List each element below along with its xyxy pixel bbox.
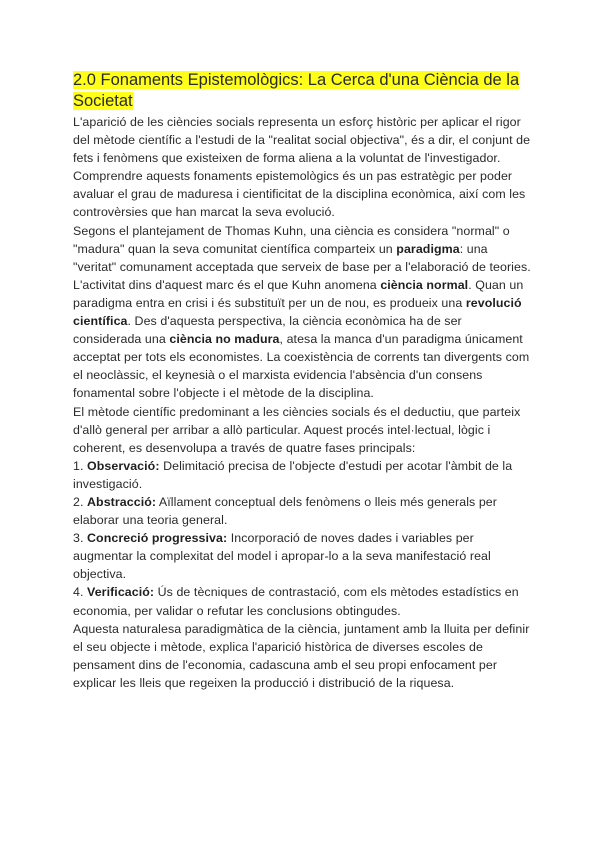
- list-item: [73, 457, 533, 493]
- paragraph-conclusion: Aquesta naturalesa paradigmàtica de la ciència, juntament amb la lluita per definir el seu objecte i mètode, explica l'aparició històrica de diverses escoles de pensament dins de l'economia, cadascuna amb el seu propi enfocament per explicar les lleis que regeixen la producció i distribució de la riquesa.: [73, 621, 530, 690]
- kuhn-text-1: Segons el plantejament de Thomas Kuhn, una ciència es considera "normal" o "madura" quan la seva comunitat científica comparteix un: [73, 223, 510, 256]
- term-ciencia-no-madura: ciència no madura: [169, 332, 280, 347]
- step-number: 4.: [73, 585, 88, 600]
- step-number: 3.: [73, 531, 88, 546]
- step-number: 1.: [73, 458, 88, 473]
- step-text: Incorporació de noves dades i variables per augmentar la complexitat del model i apropar-lo a la seva manifestació real objectiva.: [73, 531, 491, 582]
- list-item: [73, 493, 533, 529]
- document-page: [73, 70, 533, 692]
- list-item: [73, 529, 533, 583]
- step-text: Delimitació precisa de l'objecte d'estudi per acotar l'àmbit de la investigació.: [73, 458, 513, 491]
- list-item: [73, 583, 533, 619]
- kuhn-text-3: . Quan un paradigma entra en crisi i és substituït per un de nou, es produeix una: [73, 277, 524, 310]
- paragraph-kuhn: [73, 222, 533, 403]
- step-label: Verificació:: [87, 585, 155, 600]
- step-text: Aïllament conceptual dels fenòmens o lleis més generals per elaborar una teoria general.: [73, 494, 497, 528]
- term-revolucio-cientifica: revolució científica: [73, 295, 522, 329]
- step-text: Ús de tècniques de contrastació, com els mètodes estadístics en economia, per validar o refutar les conclusions obtingudes.: [73, 585, 519, 618]
- step-label: Concreció progressiva:: [87, 531, 228, 546]
- term-ciencia-normal: ciència normal: [380, 277, 469, 292]
- section-title: [73, 70, 533, 112]
- section-title-text: 2.0 Fonaments Epistemològics: La Cerca d'una Ciència de la Societat: [73, 71, 520, 110]
- step-number: 2.: [73, 494, 88, 509]
- kuhn-text-5: , atesa la manca d'un paradigma únicament acceptat per tots els economistes. La coexistència de corrents tan divergents com el neoclàssic, el keynesià o el marxista evidencia l'absència d'un consens fonamental sobre l'objecte i el mètode de la disciplina.: [73, 332, 530, 401]
- paragraph-method: El mètode científic predominant a les ciències socials és el deductiu, que parteix d'allò general per arribar a allò particular. Aquest procés intel·lectual, lògic i coherent, es desenvolupa a través de quatre fases principals:: [73, 404, 521, 455]
- paragraph-intro: L'aparició de les ciències socials representa un esforç històric per aplicar el rigor del mètode científic a l'estudi de la "realitat social objectiva", és a dir, el conjunt de fets i fenòmens que existeixen de forma aliena a la voluntat de l'investigador. Comprendre aquests fonaments epistemològics és un pas estratègic per poder avaluar el grau de maduresa i cientificitat de la disciplina econòmica, així com les controvèrsies que han marcat la seva evolució.: [73, 115, 531, 220]
- step-label: Abstracció:: [87, 494, 157, 509]
- kuhn-text-4: . Des d'aquesta perspectiva, la ciència econòmica ha de ser considerada una: [73, 314, 462, 347]
- kuhn-text-2: : una "veritat" comunament acceptada que serveix de base per a l'elaboració de teories. L'activitat dins d'aquest marc és el que Kuhn anomena: [73, 241, 531, 292]
- step-label: Observació:: [87, 458, 160, 473]
- term-paradigma: paradigma: [396, 241, 460, 256]
